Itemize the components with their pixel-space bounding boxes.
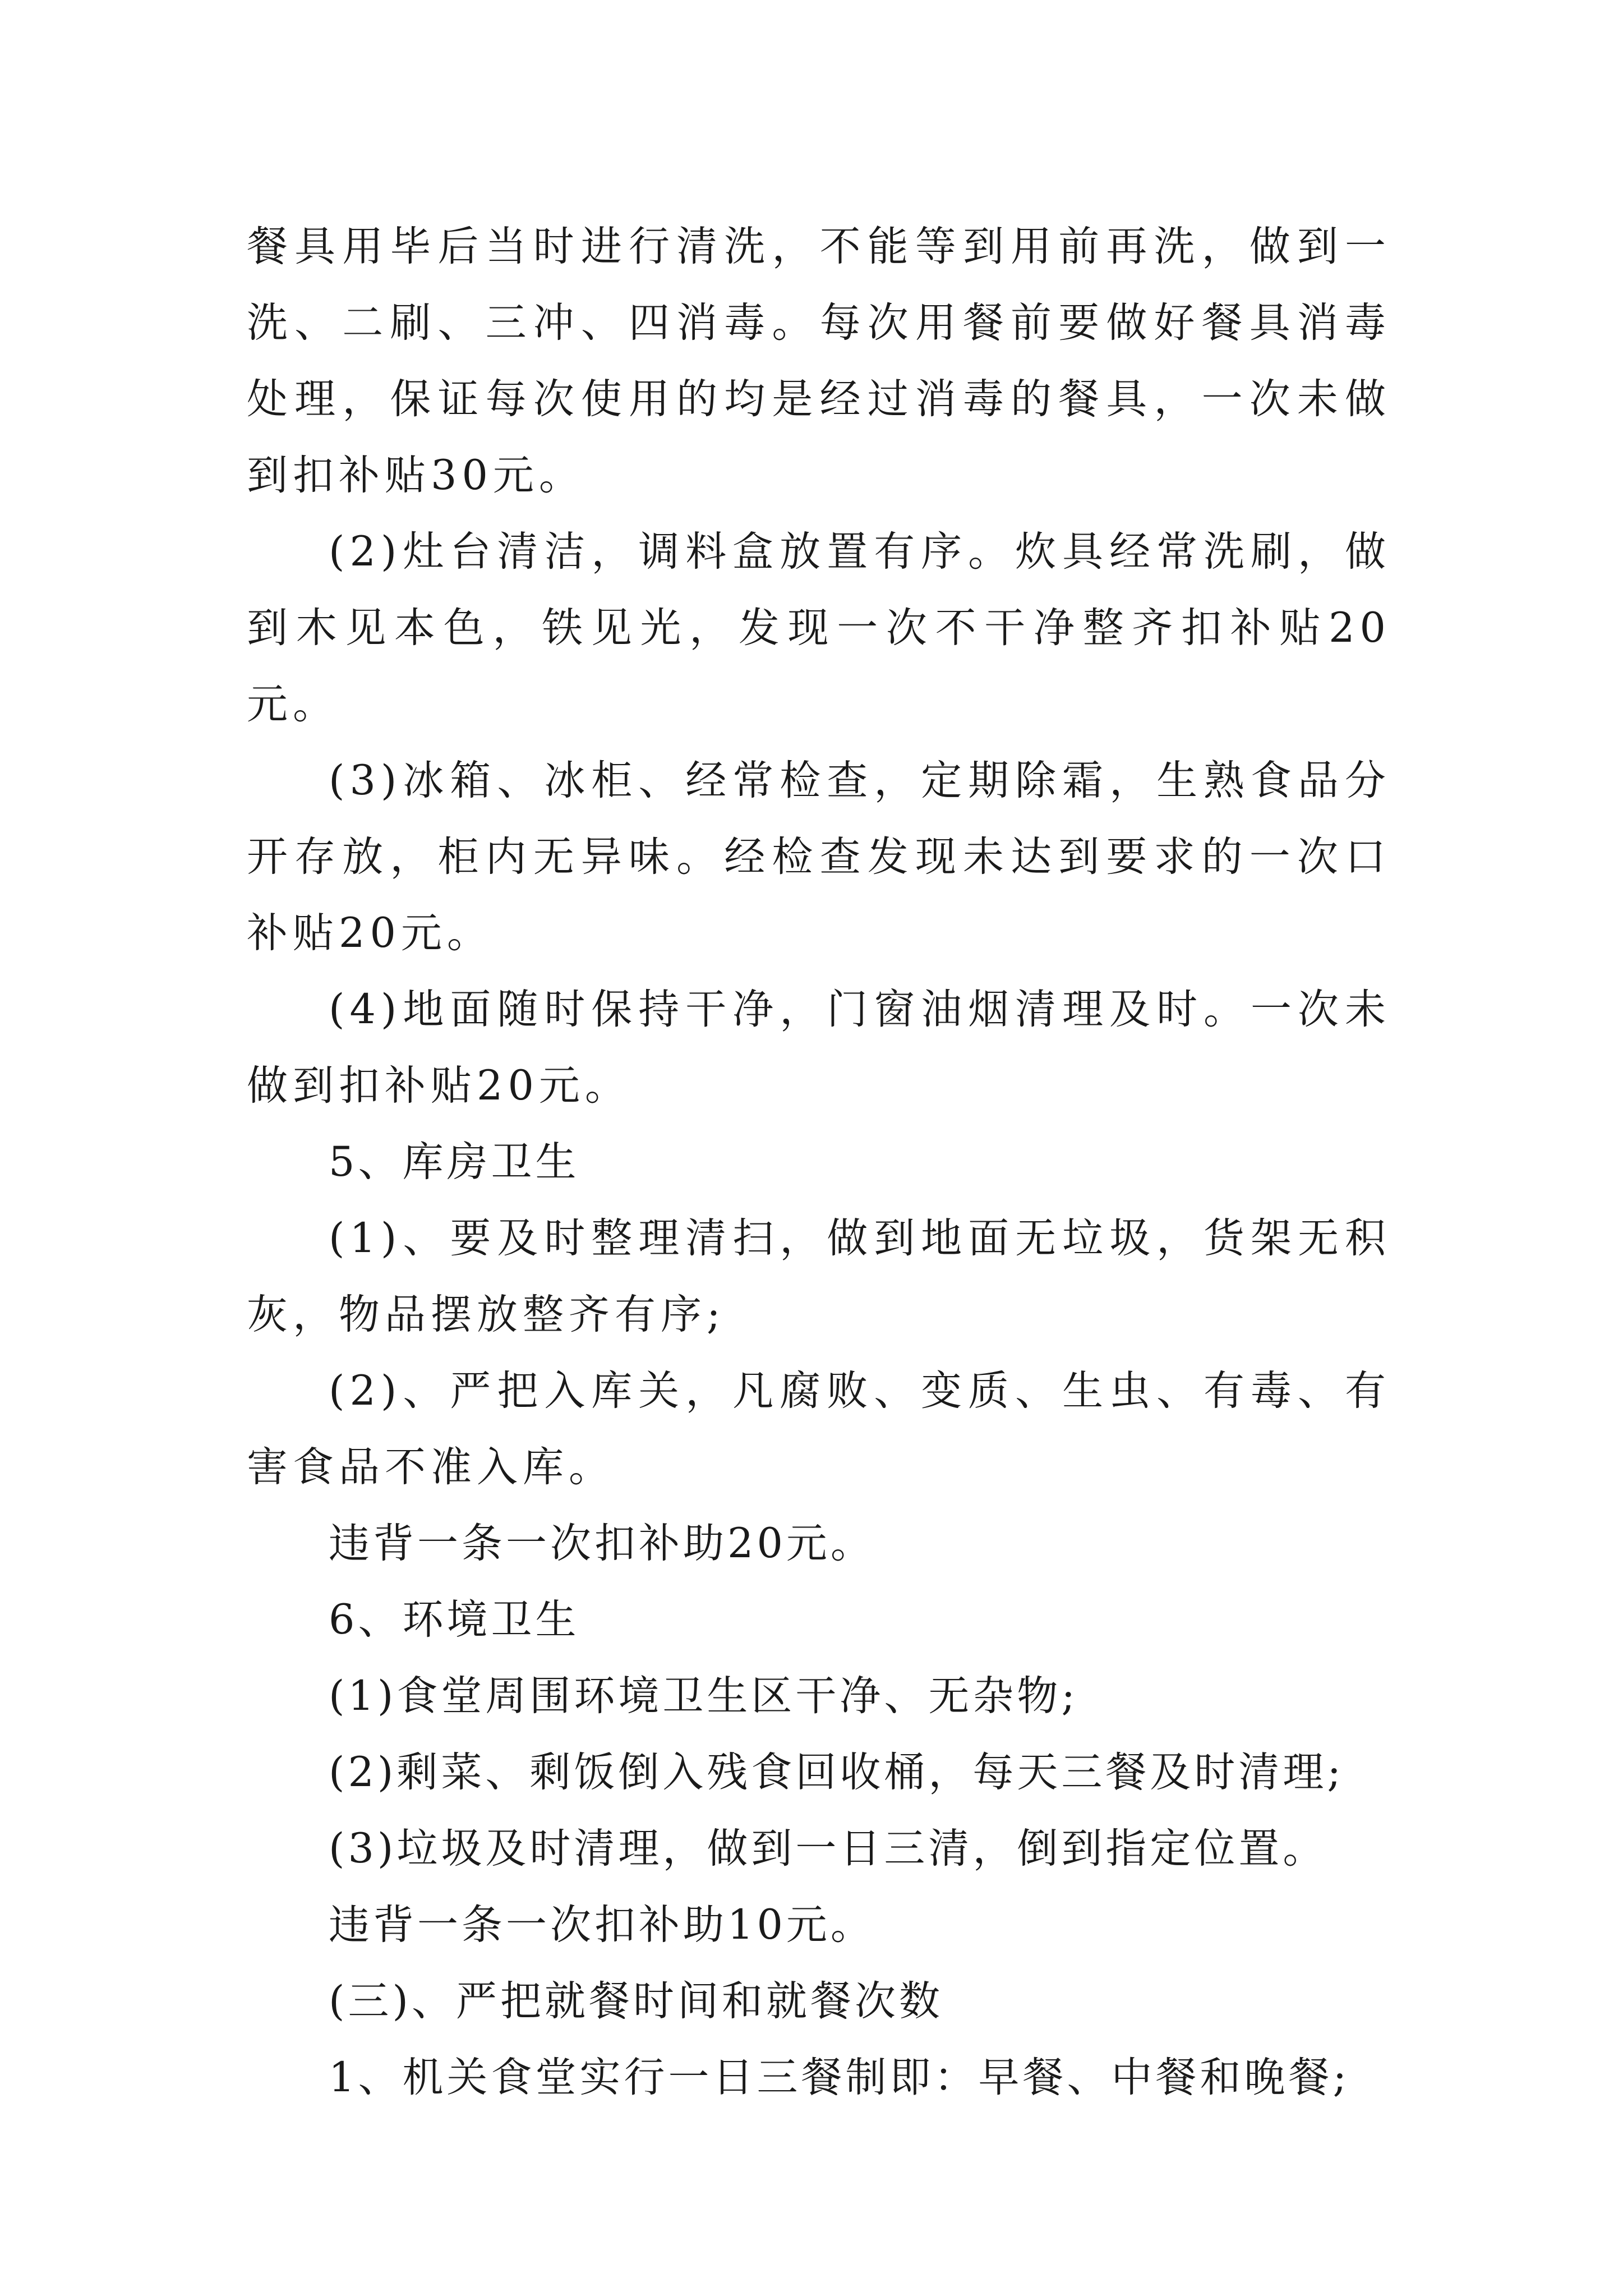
paragraph-floor-cleaning: (4)地面随时保持干净，门窗油烟清理及时。一次未做到扣补贴20元。 [247, 986, 1391, 1110]
paragraph-storage-entry: (2)、严把入库关，凡腐败、变质、生虫、有毒、有害食品不准入库。 [247, 1367, 1391, 1491]
paragraph-refrigerator-check: (3)冰箱、冰柜、经常检查，定期除霜，生熟食品分开存放，柜内无异味。经检查发现未达到要求的一次口补贴20元。 [247, 757, 1391, 957]
paragraph-storage-penalty: 违背一条一次扣补助20元。 [329, 1520, 875, 1567]
paragraph-three-meals: 1、机关食堂实行一日三餐制即：早餐、中餐和晚餐; [329, 2054, 1350, 2101]
paragraph-storage-tidy: (1)、要及时整理清扫，做到地面无垃圾，货架无积灰，物品摆放整齐有序; [247, 1214, 1391, 1338]
paragraph-environment-penalty: 违背一条一次扣补助10元。 [329, 1901, 875, 1949]
paragraph-surroundings-clean: (1)食堂周围环境卫生区干净、无杂物; [329, 1672, 1078, 1720]
section-heading-environment-hygiene: 6、环境卫生 [329, 1596, 580, 1644]
section-heading-storage-hygiene: 5、库房卫生 [329, 1138, 580, 1186]
paragraph-leftovers-bin: (2)剩菜、剩饭倒入残食回收桶，每天三餐及时清理; [329, 1749, 1344, 1796]
section-heading-meal-time: (三)、严把就餐时间和就餐次数 [329, 1977, 943, 2025]
paragraph-stove-cleaning: (2)灶台清洁，调料盒放置有序。炊具经常洗刷，做到木见本色，铁见光，发现一次不干净整齐扣补贴20元。 [247, 528, 1391, 728]
document-body [247, 209, 1391, 2116]
paragraph-garbage-disposal: (3)垃圾及时清理，做到一日三清，倒到指定位置。 [329, 1825, 1327, 1872]
paragraph-tableware-cleaning: 餐具用毕后当时进行清洗，不能等到用前再洗，做到一洗、二刷、三冲、四消毒。每次用餐前要做好餐具消毒处理，保证每次使用的均是经过消毒的餐具，一次未做到扣补贴30元。 [247, 223, 1391, 499]
